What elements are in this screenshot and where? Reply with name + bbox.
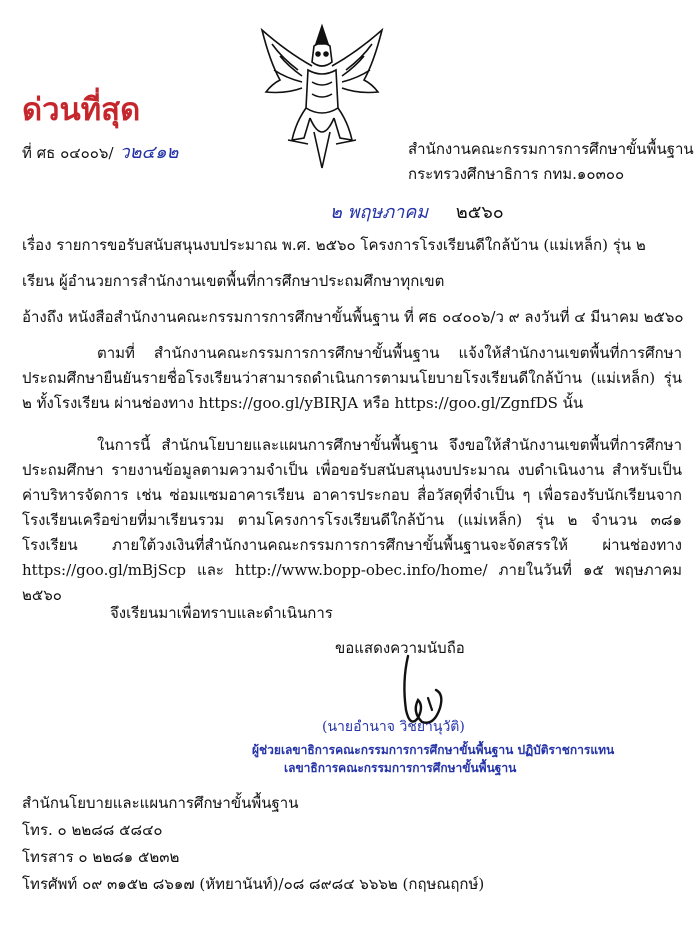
subject-line: เรื่อง รายการขอรับสนับสนุนงบประมาณ พ.ศ. ๒๕๖๐ โครงการโรงเรียนดีใกล้บ้าน (แม่เหล็ก) รุ่น ๒ <box>22 236 646 254</box>
body-paragraph-2: ในการนี้ สำนักนโยบายและแผนการศึกษาขั้นพื้นฐาน จึงขอให้สำนักงานเขตพื้นที่การศึกษาประถมศึกษา รายงานข้อมูลตามความจำเป็น เพื่อขอรับสนับสนุนงบประมาณ งบดำเนินงาน สำหรับเป็นค่าบริหารจัดการ เช่น ซ่อมแซมอาคารเรียน อาคารประกอบ สื่อวัสดุที่จำเป็น ๆ เพื่อรองรับนักเรียนจากโรงเรียนเครือข่ายที่มาเรียนรวม ตามโครงการโรงเรียนดีใกล้บ้าน (แม่เหล็ก) รุ่น ๒ จำนวน ๓๘๑ โรงเรียน ภายใต้วงเงินที่สำนักงานคณะกรรมการการศึกษาขั้นพื้นฐานจะจัดสรรให้ ผ่านช่องทาง https://goo.gl/mBjScp และ http://www.bopp-obec.info/home/ ภายในวันที่ ๑๕ พฤษภาคม ๒๕๖๐ <box>22 436 682 604</box>
organization-address: กระทรวงศึกษาธิการ กทม.๑๐๓๐๐ <box>408 165 625 183</box>
document-number-handwritten: ว๒๔๑๒ <box>119 142 179 163</box>
body-paragraph-1: ตามที่ สำนักงานคณะกรรมการการศึกษาขั้นพื้นฐาน แจ้งให้สำนักงานเขตพื้นที่การศึกษาประถมศึกษายืนยันรายชื่อโรงเรียนว่าสามารถดำเนินการตามนโยบายโรงเรียนดีใกล้บ้าน (แม่เหล็ก) รุ่น ๒ ทั้งโรงเรียน ผ่านช่องทาง https://goo.gl/yBIRJA หรือ https://goo.gl/ZgnfDS นั้น <box>22 344 682 412</box>
signer-name: (นายอำนาจ วิชยานุวัติ) <box>322 719 465 735</box>
contact-footer <box>22 790 484 898</box>
footer-mobile: โทรศัพท์ ๐๙ ๓๑๕๒ ๘๖๑๗ (หัทยานันท์)/๐๘ ๘๙๘๔ ๖๖๖๒ (กฤษณฤกษ์) <box>22 875 485 893</box>
footer-fax: โทรสาร ๐ ๒๒๘๑ ๕๒๓๒ <box>22 848 180 866</box>
document-date <box>330 197 504 226</box>
garuda-emblem-icon <box>252 22 392 174</box>
footer-telephone: โทร. ๐ ๒๒๘๘ ๕๘๔๐ <box>22 821 163 839</box>
document-number <box>22 137 178 166</box>
signer-position-secondary: เลขาธิการคณะกรรมการการศึกษาขั้นพื้นฐาน <box>284 761 517 775</box>
signer-position: ผู้ช่วยเลขาธิการคณะกรรมการการศึกษาขั้นพื้นฐาน ปฏิบัติราชการแทน <box>252 743 615 757</box>
footer-office: สำนักนโยบายและแผนการศึกษาขั้นพื้นฐาน <box>22 794 299 812</box>
recipient-line: เรียน ผู้อำนวยการสำนักงานเขตพื้นที่การศึกษาประถมศึกษาทุกเขต <box>22 272 445 290</box>
organization-name: สำนักงานคณะกรรมการการศึกษาขั้นพื้นฐาน <box>408 140 694 158</box>
regards-line: ขอแสดงความนับถือ <box>335 639 465 657</box>
closing-line: จึงเรียนมาเพื่อทราบและดำเนินการ <box>110 604 333 622</box>
date-year: ๒๕๖๐ <box>455 202 504 223</box>
issuing-organization <box>408 137 694 187</box>
urgency-stamp: ด่วนที่สุด <box>22 92 141 128</box>
date-day-month: ๒ พฤษภาคม <box>330 202 429 223</box>
document-number-prefix: ที่ ศธ ๐๔๐๐๖/ <box>22 144 114 162</box>
reference-line: อ้างถึง หนังสือสำนักงานคณะกรรมการการศึกษาขั้นพื้นฐาน ที่ ศธ ๐๔๐๐๖/ว ๙ ลงวันที่ ๔ มีนาคม ๒๕๖๐ <box>22 308 684 326</box>
